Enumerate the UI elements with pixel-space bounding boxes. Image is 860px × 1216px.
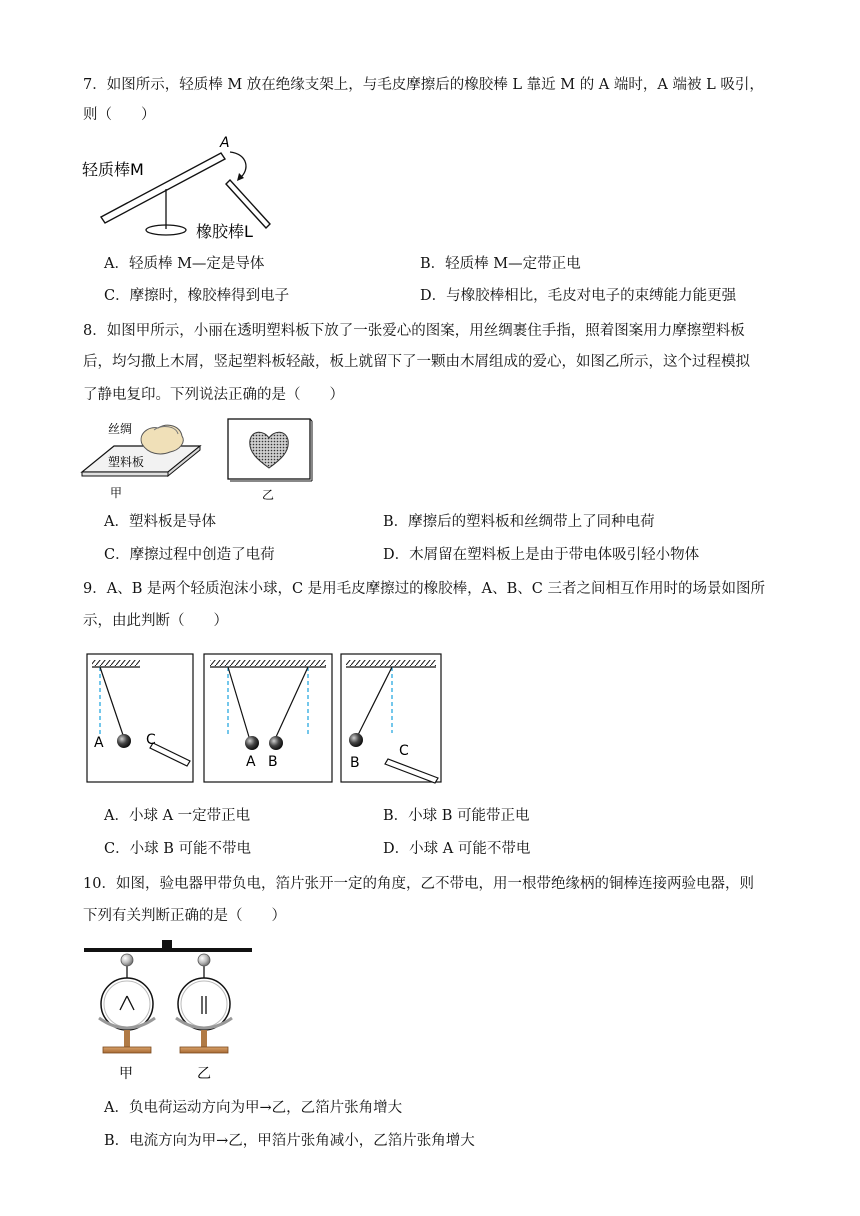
q9-option-a: A．小球 A 一定带正电 xyxy=(104,808,251,824)
q9-ball-b-panel2 xyxy=(269,736,283,750)
q9-label-b-panel3: B xyxy=(350,755,360,771)
q9-label-b-panel2: B xyxy=(268,754,278,770)
q9-option-b: B．小球 B 可能带正电 xyxy=(383,808,530,824)
q10-fig-label-yi: 乙 xyxy=(197,1066,211,1082)
q7-option-b: B．轻质棒 M—定带正电 xyxy=(420,256,581,272)
q9-figure xyxy=(86,653,444,785)
q10-electroscope-jia xyxy=(99,954,155,1053)
q10-electroscope-yi xyxy=(176,954,232,1053)
q8-stem-line3: 了静电复印。下列说法正确的是（ ） xyxy=(83,387,344,403)
q7-rubber-rod xyxy=(226,180,270,228)
q8-option-b: B．摩擦后的塑料板和丝绸带上了同种电荷 xyxy=(383,514,655,530)
q10-fig-label-jia: 甲 xyxy=(119,1066,133,1082)
q9-label-c-panel1: C xyxy=(146,732,156,748)
q9-figure-svg xyxy=(86,653,444,785)
q8-fig-label-yi: 乙 xyxy=(262,488,275,502)
q8-figure-yi-svg xyxy=(222,416,314,506)
q7-stem-line1: 7．如图所示，轻质棒 M 放在绝缘支架上，与毛皮摩擦后的橡胶棒 L 靠近 M 的 A 端时，A 端被 L 吸引， xyxy=(83,77,764,93)
q9-panel-2 xyxy=(204,654,332,782)
q9-ball-b-panel3 xyxy=(349,733,363,747)
q7-option-a: A．轻质棒 M—定是导体 xyxy=(104,256,265,272)
q7-figure-svg xyxy=(80,134,280,246)
q9-ball-a-panel2 xyxy=(245,736,259,750)
q8-figure-jia xyxy=(80,414,210,504)
q9-rod-c-panel1 xyxy=(150,743,190,766)
q8-fig-label-plastic: 塑料板 xyxy=(108,455,145,469)
q8-option-a: A．塑料板是导体 xyxy=(104,514,216,530)
q9-stem-line1: 9．A、B 是两个轻质泡沫小球，C 是用毛皮摩擦过的橡胶棒，A、B、C 三者之间相互作用时的场景如图所 xyxy=(83,581,765,597)
q7-fig-label-m: 轻质棒M xyxy=(82,160,144,179)
q8-figure-yi xyxy=(222,416,314,506)
q8-stem-line1: 8．如图甲所示，小丽在透明塑料板下放了一张爱心的图案，用丝绸裹住手指，照着图案用力摩擦塑料板 xyxy=(83,323,745,339)
q7-option-d: D．与橡胶棒相比，毛皮对电子的束缚能力能更强 xyxy=(420,288,737,304)
q8-figure-jia-svg xyxy=(80,414,210,504)
q8-option-d: D．木屑留在塑料板上是由于带电体吸引轻小物体 xyxy=(383,547,700,563)
q9-ball-a-panel1 xyxy=(117,734,131,748)
q10-insulated-handle xyxy=(162,940,172,950)
q7-fig-label-a: A xyxy=(220,135,230,151)
q8-plastic-board-edge xyxy=(82,472,168,476)
q7-stem-line2: 则（ ） xyxy=(83,107,156,123)
q10-option-b: B．电流方向为甲→乙，甲箔片张角减小，乙箔片张角增大 xyxy=(104,1133,475,1149)
q10-stem-line1: 10．如图，验电器甲带负电，箔片张开一定的角度，乙不带电，用一根带绝缘柄的铜棒连接两验电器，则 xyxy=(83,876,754,892)
q9-rod-c-panel3 xyxy=(385,759,438,783)
q7-figure xyxy=(80,134,280,246)
q10-figure-svg xyxy=(84,938,256,1090)
q8-silk xyxy=(141,425,183,454)
q7-fig-label-l: 橡胶棒L xyxy=(196,222,253,241)
q9-label-a-panel2: A xyxy=(246,754,256,770)
q9-label-c-panel3: C xyxy=(399,743,409,759)
q10-stem-line2: 下列有关判断正确的是（ ） xyxy=(83,908,286,924)
q8-stem-line2: 后，均匀撒上木屑，竖起塑料板轻敲，板上就留下了一颗由木屑组成的爱心，如图乙所示，这个过程模拟 xyxy=(83,354,750,370)
q7-option-c: C．摩擦时，橡胶棒得到电子 xyxy=(104,288,290,304)
q7-arrow xyxy=(230,152,246,178)
q9-panel-3 xyxy=(341,654,441,783)
q9-panel-1 xyxy=(87,654,193,782)
q10-figure xyxy=(84,938,256,1090)
q8-option-c: C．摩擦过程中创造了电荷 xyxy=(104,547,275,563)
q9-label-a-panel1: A xyxy=(94,735,104,751)
q9-option-c: C．小球 B 可能不带电 xyxy=(104,841,251,857)
q9-option-d: D．小球 A 可能不带电 xyxy=(383,841,531,857)
q8-fig-label-jia: 甲 xyxy=(110,486,123,500)
q9-stem-line2: 示，由此判断（ ） xyxy=(83,613,228,629)
q8-fig-label-silk: 丝绸 xyxy=(108,422,133,436)
q10-option-a: A．负电荷运动方向为甲→乙，乙箔片张角增大 xyxy=(104,1100,403,1116)
